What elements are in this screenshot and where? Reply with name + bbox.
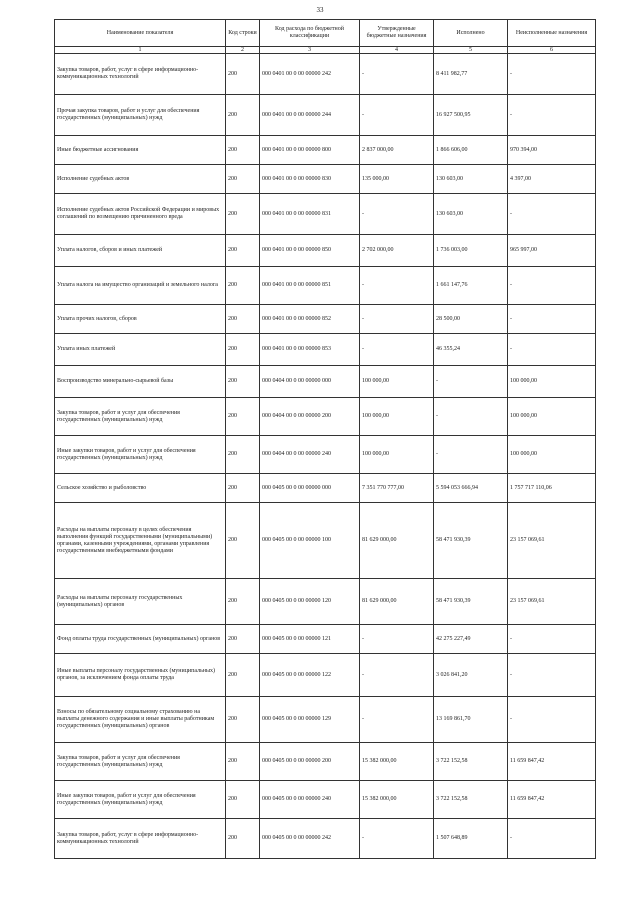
row-executed: 13 169 861,70 [434,697,508,743]
row-executed: 1 661 147,76 [434,267,508,305]
row-unexecuted: - [508,334,596,366]
row-budget-code: 000 0401 00 0 00 00000 244 [260,95,360,136]
row-unexecuted: 100 000,00 [508,436,596,474]
row-executed: 42 275 227,49 [434,625,508,654]
row-approved: - [360,654,434,697]
row-line-code: 200 [226,579,260,625]
row-approved: - [360,697,434,743]
header-line-code: Код строки [226,20,260,47]
row-line-code: 200 [226,95,260,136]
row-executed: 58 471 930,39 [434,503,508,579]
row-line-code: 200 [226,334,260,366]
table-row [55,697,596,743]
row-line-code: 200 [226,235,260,267]
table-row [55,165,596,194]
row-line-code: 200 [226,305,260,334]
row-approved: 100 000,00 [360,366,434,398]
row-budget-code: 000 0405 00 0 00 00000 100 [260,503,360,579]
table-body [55,54,596,859]
row-budget-code: 000 0401 00 0 00 00000 853 [260,334,360,366]
row-name: Иные закупки товаров, работ и услуг для обеспечения государственных (муниципальных) нужд [55,436,226,474]
row-name: Исполнение судебных актов [55,165,226,194]
header-budget-code: Код расхода по бюджетной классификации [260,20,360,47]
row-line-code: 200 [226,54,260,95]
row-unexecuted: - [508,95,596,136]
row-name: Воспроизводство минерально-сырьевой базы [55,366,226,398]
row-executed: - [434,398,508,436]
row-approved: - [360,267,434,305]
row-name: Уплата налога на имущество организаций и земельного налога [55,267,226,305]
table-row [55,54,596,95]
row-name: Закупка товаров, работ и услуг для обеспечения государственных (муниципальных) нужд [55,743,226,781]
row-unexecuted: - [508,654,596,697]
row-approved: 15 382 000,00 [360,781,434,819]
table-row [55,267,596,305]
row-budget-code: 000 0401 00 0 00 00000 242 [260,54,360,95]
column-number: 5 [434,47,508,54]
row-name: Иные бюджетные ассигнования [55,136,226,165]
row-executed: 1 866 606,00 [434,136,508,165]
row-executed: 58 471 930,39 [434,579,508,625]
row-unexecuted: - [508,54,596,95]
table-row [55,136,596,165]
row-unexecuted: 100 000,00 [508,366,596,398]
row-line-code: 200 [226,654,260,697]
column-number-row [55,47,596,54]
row-name: Расходы на выплаты персоналу в целях обеспечения выполнения функций государственными (муниципальными) органами, казенными учреждениями, органами управления государственными внебюджетными фондами [55,503,226,579]
column-number: 3 [260,47,360,54]
row-line-code: 200 [226,398,260,436]
row-budget-code: 000 0405 00 0 00 00000 242 [260,819,360,859]
row-line-code: 200 [226,503,260,579]
row-executed: 1 736 003,00 [434,235,508,267]
row-approved: 100 000,00 [360,436,434,474]
row-approved: 2 702 000,00 [360,235,434,267]
table-row [55,819,596,859]
row-budget-code: 000 0401 00 0 00 00000 800 [260,136,360,165]
row-line-code: 200 [226,625,260,654]
row-unexecuted: 965 997,00 [508,235,596,267]
column-number: 6 [508,47,596,54]
table-row [55,398,596,436]
row-budget-code: 000 0404 00 0 00 00000 000 [260,366,360,398]
row-unexecuted: 11 659 847,42 [508,743,596,781]
row-approved: - [360,95,434,136]
row-approved: 100 000,00 [360,398,434,436]
row-line-code: 200 [226,366,260,398]
row-approved: - [360,334,434,366]
row-executed: 130 603,00 [434,165,508,194]
table-row [55,579,596,625]
row-executed: - [434,436,508,474]
row-name: Иные закупки товаров, работ и услуг для обеспечения государственных (муниципальных) нужд [55,781,226,819]
header-indicator-name: Наименование показателя [55,20,226,47]
row-name: Прочая закупка товаров, работ и услуг для обеспечения государственных (муниципальных) нужд [55,95,226,136]
row-line-code: 200 [226,436,260,474]
table-row [55,194,596,235]
row-line-code: 200 [226,267,260,305]
budget-execution-table [54,19,596,859]
row-unexecuted: - [508,697,596,743]
row-line-code: 200 [226,743,260,781]
row-unexecuted: 970 394,00 [508,136,596,165]
header-unexecuted: Неисполненные назначения [508,20,596,47]
row-unexecuted: 23 157 069,61 [508,503,596,579]
row-approved: 15 382 000,00 [360,743,434,781]
row-budget-code: 000 0405 00 0 00 00000 000 [260,474,360,503]
table-row [55,781,596,819]
row-budget-code: 000 0405 00 0 00 00000 120 [260,579,360,625]
row-budget-code: 000 0404 00 0 00 00000 200 [260,398,360,436]
table-header-row [55,20,596,47]
table-row [55,474,596,503]
column-number: 4 [360,47,434,54]
row-line-code: 200 [226,819,260,859]
page-number: 33 [316,6,324,14]
row-name: Уплата налогов, сборов и иных платежей [55,235,226,267]
row-unexecuted: 11 659 847,42 [508,781,596,819]
row-name: Исполнение судебных актов Российской Федерации и мировых соглашений по возмещению причиненного вреда [55,194,226,235]
row-unexecuted: 1 757 717 110,06 [508,474,596,503]
row-executed: 16 927 500,95 [434,95,508,136]
row-line-code: 200 [226,474,260,503]
row-unexecuted: 4 397,00 [508,165,596,194]
row-executed: 3 026 841,20 [434,654,508,697]
row-executed: 3 722 152,58 [434,743,508,781]
row-budget-code: 000 0405 00 0 00 00000 122 [260,654,360,697]
row-name: Сельское хозяйство и рыболовство [55,474,226,503]
row-name: Иные выплаты персоналу государственных (муниципальных) органов, за исключением фонда оплаты труда [55,654,226,697]
table-row [55,366,596,398]
row-unexecuted: 23 157 069,61 [508,579,596,625]
row-executed: 1 507 648,89 [434,819,508,859]
row-budget-code: 000 0405 00 0 00 00000 200 [260,743,360,781]
row-name: Закупка товаров, работ и услуг для обеспечения государственных (муниципальных) нужд [55,398,226,436]
table-row [55,743,596,781]
row-budget-code: 000 0401 00 0 00 00000 831 [260,194,360,235]
row-budget-code: 000 0401 00 0 00 00000 830 [260,165,360,194]
row-executed: - [434,366,508,398]
row-approved: 7 351 770 777,00 [360,474,434,503]
row-budget-code: 000 0405 00 0 00 00000 121 [260,625,360,654]
column-number: 2 [226,47,260,54]
row-approved: 135 000,00 [360,165,434,194]
row-name: Взносы по обязательному социальному страхованию на выплаты денежного содержания и иные выплаты работникам государственных (муниципальных) органов [55,697,226,743]
header-approved: Утвержденные бюджетные назначения [360,20,434,47]
row-approved: 81 629 000,00 [360,503,434,579]
row-line-code: 200 [226,697,260,743]
row-executed: 28 500,00 [434,305,508,334]
table-row [55,334,596,366]
table-row [55,235,596,267]
row-unexecuted: - [508,305,596,334]
row-budget-code: 000 0401 00 0 00 00000 852 [260,305,360,334]
row-unexecuted: - [508,194,596,235]
row-line-code: 200 [226,165,260,194]
row-line-code: 200 [226,136,260,165]
row-executed: 3 722 152,58 [434,781,508,819]
table-row [55,654,596,697]
row-executed: 5 594 053 666,94 [434,474,508,503]
table-row [55,305,596,334]
row-executed: 46 355,24 [434,334,508,366]
row-approved: - [360,194,434,235]
header-executed: Исполнено [434,20,508,47]
row-name: Закупка товаров, работ, услуг в сфере информационно-коммуникационных технологий [55,819,226,859]
row-approved: - [360,305,434,334]
table-row [55,625,596,654]
row-budget-code: 000 0401 00 0 00 00000 851 [260,267,360,305]
row-approved: 81 629 000,00 [360,579,434,625]
row-line-code: 200 [226,194,260,235]
row-unexecuted: - [508,625,596,654]
column-number: 1 [55,47,226,54]
row-name: Закупка товаров, работ, услуг в сфере информационно-коммуникационных технологий [55,54,226,95]
row-approved: 2 837 000,00 [360,136,434,165]
row-approved: - [360,54,434,95]
row-executed: 8 411 982,77 [434,54,508,95]
row-budget-code: 000 0404 00 0 00 00000 240 [260,436,360,474]
row-budget-code: 000 0401 00 0 00 00000 850 [260,235,360,267]
row-name: Расходы на выплаты персоналу государственных (муниципальных) органов [55,579,226,625]
row-unexecuted: - [508,267,596,305]
row-budget-code: 000 0405 00 0 00 00000 240 [260,781,360,819]
row-name: Уплата прочих налогов, сборов [55,305,226,334]
table-row [55,503,596,579]
row-approved: - [360,819,434,859]
row-line-code: 200 [226,781,260,819]
row-approved: - [360,625,434,654]
row-unexecuted: - [508,819,596,859]
row-budget-code: 000 0405 00 0 00 00000 129 [260,697,360,743]
table-row [55,95,596,136]
row-unexecuted: 100 000,00 [508,398,596,436]
row-name: Уплата иных платежей [55,334,226,366]
table-row [55,436,596,474]
row-executed: 130 603,00 [434,194,508,235]
row-name: Фонд оплаты труда государственных (муниципальных) органов [55,625,226,654]
